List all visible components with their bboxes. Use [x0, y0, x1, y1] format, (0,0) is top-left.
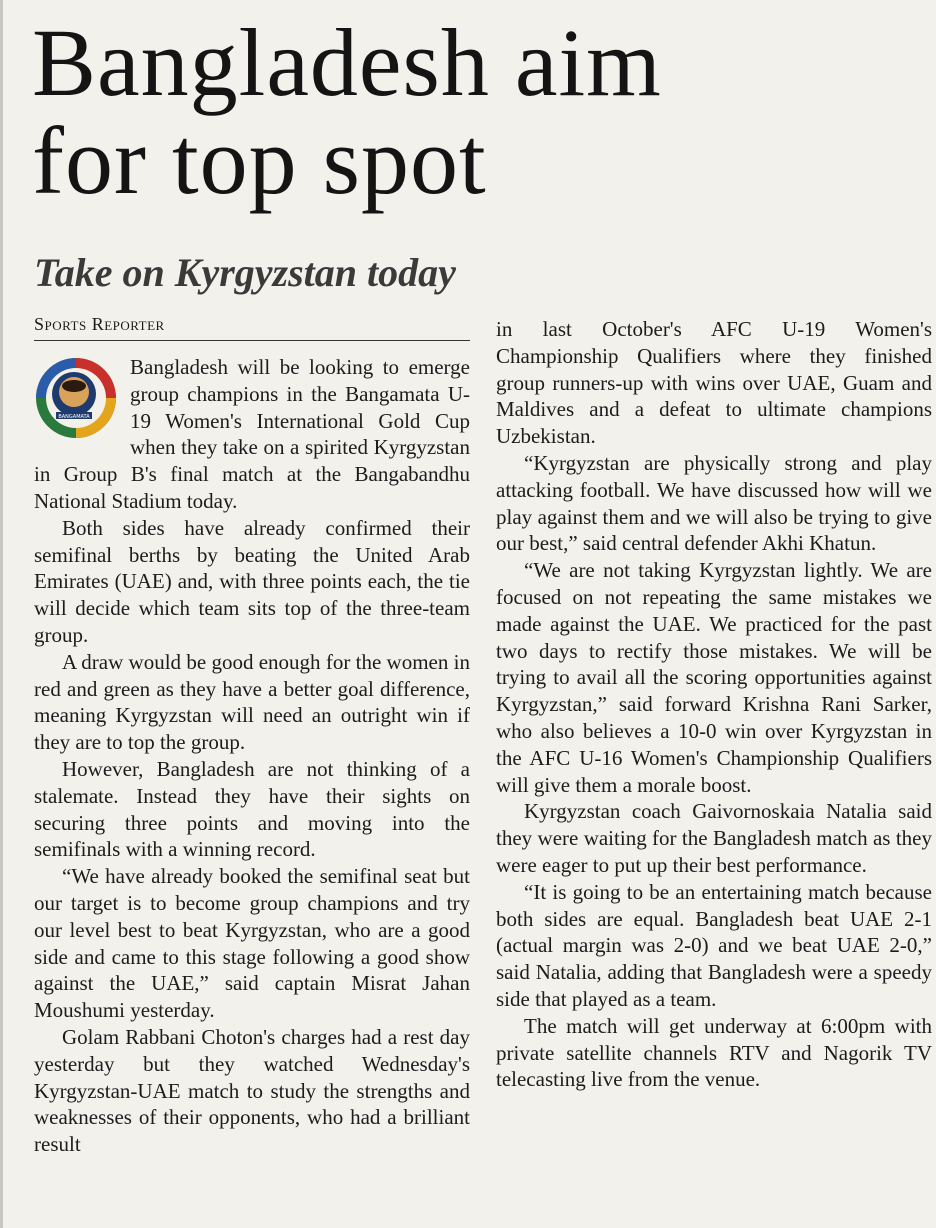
article-paragraph: The match will get underway at 6:00pm with private satellite channels RTV and Nagorik TV telecasting live from the venue. — [496, 1013, 932, 1092]
article-paragraph: Golam Rabbani Choton's charges had a rest day yesterday but they watched Wednesday's Kyrgyzstan-UAE match to study the strengths and weaknesses of their opponents, who had a brilliant result — [34, 1024, 470, 1157]
page-edge-rule — [0, 0, 3, 1228]
byline: Sports Reporter — [34, 314, 165, 334]
article-paragraph: A draw would be good enough for the women in red and green as they have a better goal difference, meaning Kyrgyzstan will need an outright win if they are to top the group. — [34, 649, 470, 755]
article-paragraph: Both sides have already confirmed their semifinal berths by beating the United Arab Emirates (UAE) and, with three points each, the tie will decide which team sits top of the three-team group. — [34, 515, 470, 647]
article-paragraph: “We have already booked the semifinal seat but our target is to become group champions and try our level best to beat Kyrgyzstan, who are a good side and came to this stage following a good show against the UAE,” said captain Misrat Jahan Moushumi yesterday. — [34, 864, 470, 1023]
article-column-left — [34, 354, 470, 1158]
article-paragraph: “Kyrgyzstan are physically strong and play attacking football. We have discussed how will we play against them and we will also be trying to give our best,” said central defender Akhi Khatun. — [496, 450, 932, 556]
headline-line-2: for top spot — [32, 107, 487, 214]
article-paragraph: Kyrgyzstan coach Gaivornoskaia Natalia said they were waiting for the Bangladesh match as they were eager to put up their best performance. — [496, 799, 932, 877]
headline — [32, 9, 922, 214]
article-paragraph: However, Bangladesh are not thinking of a stalemate. Instead they have their sights on securing three points and moving into the semifinals with a winning record. — [34, 756, 470, 862]
article-column-right — [496, 316, 932, 1093]
byline-divider — [34, 340, 470, 341]
svg-text:BANGAMATA: BANGAMATA — [58, 414, 90, 420]
article-paragraph: “It is going to be an entertaining match because both sides are equal. Bangladesh beat UAE 2-1 (actual margin was 2-0) and we beat UAE 2-0,” said Natalia, adding that Bangladesh were a speedy side that played as a team. — [496, 879, 932, 1011]
tournament-logo — [34, 356, 118, 440]
article-paragraph: in last October's AFC U-19 Women's Championship Qualifiers where they finished group runners-up with wins over UAE, Guam and Maldives and a defeat to ultimate champions Uzbekistan. — [496, 317, 932, 449]
article-paragraph: “We are not taking Kyrgyzstan lightly. We are focused on not repeating the same mistakes we made against the UAE. We practiced for the past two days to rectify those mistakes. We will be trying to avail all the scoring opportunities against Kyrgyzstan,” said forward Krishna Rani Sarker, who also believes a 10-0 win over Kyrgyzstan in the AFC U-16 Women's Championship Qualifiers will give them a morale boost. — [496, 558, 932, 797]
headline-line-1: Bangladesh aim — [32, 9, 662, 116]
tournament-logo-icon — [34, 356, 118, 440]
subheadline: Take on Kyrgyzstan today — [34, 250, 456, 295]
article-paragraph: BANGAMATA Bangladesh will be looking to emerge group champions in the Bangamata U-19 Women's International Gold Cup when they take on a spirited Kyrgyzstan in Group B's final match at the Bangabandhu National Stadium today. — [34, 355, 470, 513]
